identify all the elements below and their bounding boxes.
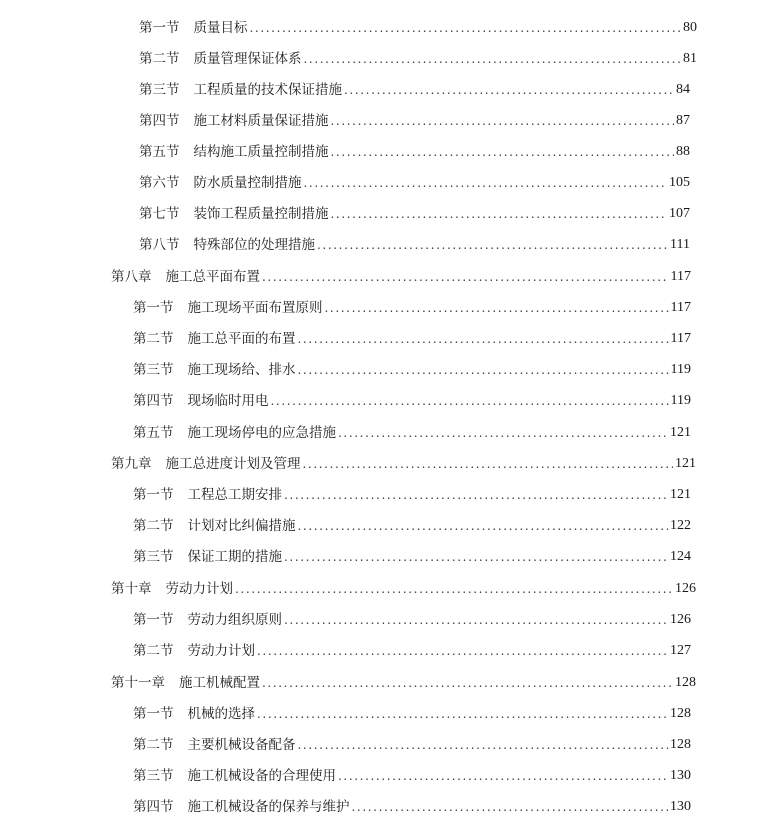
entry-title: 现场临时用电 [187, 393, 269, 409]
entry-title: 施工现场停电的应急措施 [187, 425, 336, 441]
entry-page-number: 130 [670, 799, 691, 814]
toc-entry-section[interactable] [133, 609, 691, 631]
entry-title: 施工现场给、排水 [187, 362, 296, 378]
entry-page-number: 122 [670, 518, 691, 533]
entry-number: 第五节 [133, 425, 174, 441]
entry-page-number: 128 [675, 675, 696, 690]
dot-leader [331, 141, 675, 163]
entry-title: 施工材料质量保证措施 [193, 113, 329, 129]
entry-page-number: 119 [670, 393, 691, 408]
toc-entry-section[interactable] [133, 640, 691, 662]
entry-title: 工程总工期安排 [187, 487, 282, 503]
dot-leader [298, 515, 669, 537]
entry-title: 施工总平面的布置 [187, 331, 296, 347]
entry-number: 第九章 [111, 456, 152, 472]
toc-entry-section[interactable] [139, 234, 690, 256]
entry-page-number: 130 [670, 768, 691, 783]
entry-page-number: 117 [670, 300, 691, 315]
entry-title: 质量管理保证体系 [193, 51, 302, 67]
entry-number: 第十章 [111, 581, 152, 597]
entry-page-number: 117 [670, 269, 691, 284]
toc-entry-chapter[interactable] [111, 266, 691, 288]
entry-page-number: 81 [683, 51, 697, 66]
entry-page-number: 88 [676, 144, 690, 159]
dot-leader [352, 796, 669, 818]
dot-leader [284, 484, 668, 506]
entry-title: 施工机械配置 [179, 675, 260, 691]
dot-leader [331, 203, 668, 225]
dot-leader [317, 234, 668, 256]
entry-number: 第六节 [139, 175, 180, 191]
entry-page-number: 121 [670, 425, 691, 440]
toc-entry-chapter[interactable] [111, 453, 696, 475]
dot-leader [331, 110, 675, 132]
entry-number: 第二节 [133, 518, 174, 534]
toc-entry-section[interactable] [133, 297, 691, 319]
entry-page-number: 128 [670, 706, 691, 721]
entry-page-number: 84 [676, 82, 690, 97]
entry-page-number: 126 [670, 612, 691, 627]
dot-leader [257, 640, 668, 662]
toc-entry-section[interactable] [133, 703, 691, 725]
entry-title: 结构施工质量控制措施 [193, 144, 329, 160]
toc-entry-section[interactable] [139, 48, 697, 70]
dot-leader [338, 422, 668, 444]
dot-leader [303, 453, 674, 475]
entry-page-number: 80 [683, 20, 697, 35]
dot-leader [250, 17, 682, 39]
toc-entry-section[interactable] [139, 17, 697, 39]
entry-number: 第二节 [133, 643, 174, 659]
entry-title: 劳动力组织原则 [187, 612, 282, 628]
entry-number: 第一节 [133, 487, 174, 503]
dot-leader [262, 266, 669, 288]
dot-leader [304, 172, 668, 194]
entry-number: 第四节 [133, 799, 174, 815]
entry-title: 质量目标 [193, 20, 248, 36]
toc-entry-section[interactable] [133, 546, 691, 568]
entry-number: 第二节 [133, 331, 174, 347]
dot-leader [298, 328, 669, 350]
entry-title: 保证工期的措施 [187, 549, 282, 565]
dot-leader [257, 703, 668, 725]
toc-entry-section[interactable] [139, 203, 690, 225]
toc-entry-section[interactable] [133, 796, 691, 818]
toc-entry-chapter[interactable] [111, 578, 696, 600]
entry-page-number: 121 [670, 487, 691, 502]
dot-leader [298, 734, 669, 756]
toc-entry-section[interactable] [139, 141, 690, 163]
entry-page-number: 127 [670, 643, 691, 658]
entry-page-number: 111 [670, 237, 690, 252]
entry-page-number: 124 [670, 549, 691, 564]
toc-entry-section[interactable] [133, 515, 691, 537]
toc-entry-section[interactable] [133, 359, 691, 381]
toc-entry-section[interactable] [139, 172, 690, 194]
entry-number: 第五节 [139, 144, 180, 160]
toc-entry-section[interactable] [139, 110, 690, 132]
toc-entry-section[interactable] [133, 328, 691, 350]
entry-number: 第二节 [139, 51, 180, 67]
toc-entry-section[interactable] [133, 422, 691, 444]
entry-title: 劳动力计划 [187, 643, 255, 659]
entry-title: 防水质量控制措施 [193, 175, 302, 191]
entry-title: 施工现场平面布置原则 [187, 300, 323, 316]
dot-leader [284, 609, 668, 631]
entry-title: 施工机械设备的保养与维护 [187, 799, 350, 815]
entry-page-number: 107 [669, 206, 690, 221]
dot-leader [271, 390, 669, 412]
entry-page-number: 117 [670, 331, 691, 346]
entry-page-number: 126 [675, 581, 696, 596]
toc-entry-section[interactable] [133, 734, 691, 756]
entry-page-number: 128 [670, 737, 691, 752]
toc-entry-section[interactable] [133, 390, 691, 412]
entry-title: 特殊部位的处理措施 [193, 237, 315, 253]
entry-title: 施工总平面布置 [165, 269, 260, 285]
entry-number: 第七节 [139, 206, 180, 222]
entry-number: 第一节 [139, 20, 180, 36]
entry-page-number: 119 [670, 362, 691, 377]
entry-number: 第十一章 [111, 675, 165, 691]
entry-title: 劳动力计划 [165, 581, 233, 597]
entry-page-number: 87 [676, 113, 690, 128]
entry-number: 第一节 [133, 612, 174, 628]
entry-title: 施工总进度计划及管理 [165, 456, 301, 472]
entry-number: 第八章 [111, 269, 152, 285]
dot-leader [304, 48, 682, 70]
entry-number: 第二节 [133, 737, 174, 753]
toc-entry-section[interactable] [133, 765, 691, 787]
toc-entry-section[interactable] [133, 484, 691, 506]
entry-number: 第三节 [133, 768, 174, 784]
entry-title: 装饰工程质量控制措施 [193, 206, 329, 222]
dot-leader [262, 672, 673, 694]
dot-leader [344, 79, 674, 101]
entry-number: 第四节 [139, 113, 180, 129]
entry-number: 第一节 [133, 300, 174, 316]
entry-page-number: 105 [669, 175, 690, 190]
entry-number: 第一节 [133, 706, 174, 722]
entry-page-number: 121 [675, 456, 696, 471]
entry-title: 主要机械设备配备 [187, 737, 296, 753]
entry-title: 工程质量的技术保证措施 [193, 82, 342, 98]
toc-entry-chapter[interactable] [111, 672, 696, 694]
dot-leader [298, 359, 669, 381]
entry-title: 机械的选择 [187, 706, 255, 722]
entry-number: 第三节 [133, 362, 174, 378]
entry-title: 施工机械设备的合理使用 [187, 768, 336, 784]
toc-entry-section[interactable] [139, 79, 690, 101]
dot-leader [338, 765, 668, 787]
entry-title: 计划对比纠偏措施 [187, 518, 296, 534]
dot-leader [284, 546, 668, 568]
entry-number: 第八节 [139, 237, 180, 253]
entry-number: 第三节 [133, 549, 174, 565]
entry-number: 第三节 [139, 82, 180, 98]
dot-leader [325, 297, 669, 319]
entry-number: 第四节 [133, 393, 174, 409]
dot-leader [235, 578, 673, 600]
